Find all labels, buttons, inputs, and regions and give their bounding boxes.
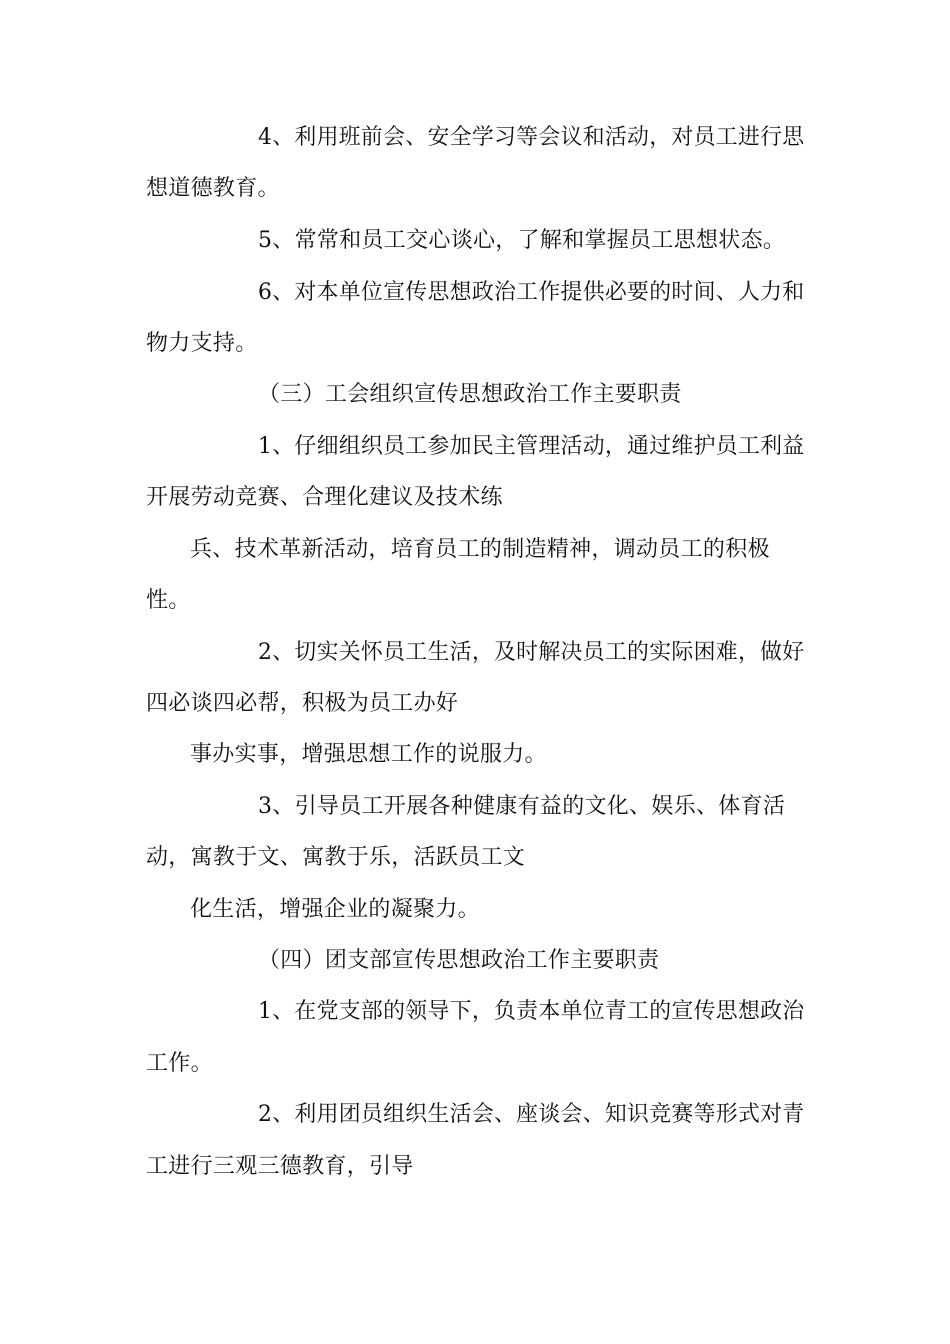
text-line: 1、在党支部的领导下，负责本单位青工的宣传思想政治: [258, 999, 805, 1024]
text-line: 性。: [146, 588, 191, 613]
text-line: 1、仔细组织员工参加民主管理活动，通过维护员工利益: [258, 434, 805, 459]
text-line: 6、对本单位宣传思想政治工作提供必要的时间、人力和: [258, 280, 805, 305]
text-line: 开展劳动竞赛、合理化建议及技术练: [146, 485, 503, 510]
section-heading: （四）团支部宣传思想政治工作主要职责: [258, 948, 660, 973]
text-line: 5、常常和员工交心谈心，了解和掌握员工思想状态。: [258, 228, 786, 253]
text-line: 化生活，增强企业的凝聚力。: [190, 897, 480, 922]
text-line: 兵、技术革新活动，培育员工的制造精神，调动员工的积极: [190, 537, 770, 562]
section-heading: （三）工会组织宣传思想政治工作主要职责: [258, 382, 682, 407]
text-line: 2、切实关怀员工生活，及时解决员工的实际困难，做好: [258, 640, 805, 665]
text-line: 四必谈四必帮，积极为员工办好: [146, 691, 459, 716]
text-line: 3、引导员工开展各种健康有益的文化、娱乐、体育活: [258, 794, 786, 819]
text-line: 工作。: [146, 1051, 213, 1076]
text-line: 4、利用班前会、安全学习等会议和活动，对员工进行思: [258, 125, 805, 150]
text-line: 2、利用团员组织生活会、座谈会、知识竞赛等形式对青: [258, 1102, 805, 1127]
text-line: 事办实事，增强思想工作的说服力。: [190, 742, 547, 767]
text-line: 物力支持。: [146, 331, 258, 356]
text-line: 工进行三观三德教育，引导: [146, 1154, 414, 1179]
text-line: 想道德教育。: [146, 176, 280, 201]
text-line: 动，寓教于文、寓教于乐，活跃员工文: [146, 845, 526, 870]
